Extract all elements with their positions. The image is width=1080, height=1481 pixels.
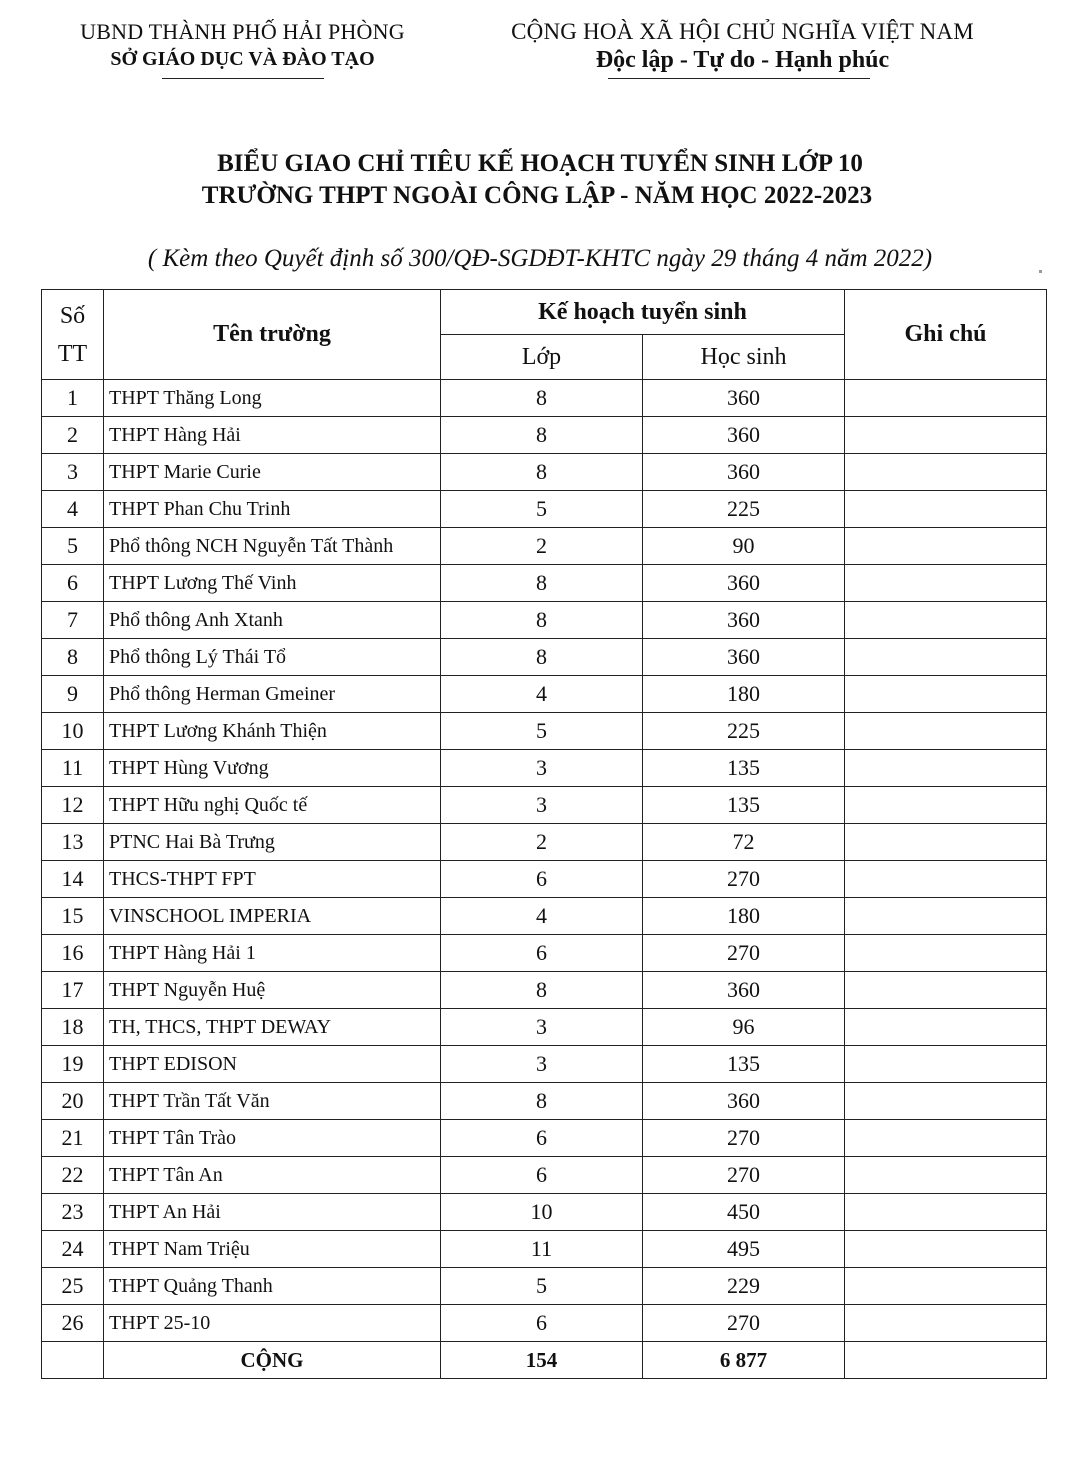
student-count: 360 — [643, 380, 845, 417]
school-name: THPT EDISON — [104, 1046, 441, 1083]
row-note — [845, 676, 1047, 713]
table-row — [42, 1083, 1047, 1120]
class-count: 4 — [441, 676, 643, 713]
school-name: THPT Tân Trào — [104, 1120, 441, 1157]
row-note — [845, 750, 1047, 787]
row-number: 11 — [42, 750, 104, 787]
class-count: 8 — [441, 565, 643, 602]
enrollment-table — [41, 289, 1047, 1379]
table-row — [42, 565, 1047, 602]
total-note — [845, 1342, 1047, 1379]
class-count: 8 — [441, 454, 643, 491]
header-left — [40, 18, 445, 72]
row-number: 14 — [42, 861, 104, 898]
table-row — [42, 602, 1047, 639]
class-count: 8 — [441, 639, 643, 676]
class-count: 2 — [441, 824, 643, 861]
student-count: 360 — [643, 417, 845, 454]
table-row — [42, 898, 1047, 935]
class-count: 6 — [441, 1305, 643, 1342]
header-students: Học sinh — [643, 335, 845, 380]
row-note — [845, 972, 1047, 1009]
total-label: CỘNG — [104, 1342, 441, 1379]
row-note — [845, 491, 1047, 528]
school-name: Phổ thông Anh Xtanh — [104, 602, 441, 639]
student-count: 270 — [643, 935, 845, 972]
student-count: 180 — [643, 676, 845, 713]
document-title-line1: BIỂU GIAO CHỈ TIÊU KẾ HOẠCH TUYỂN SINH LỚP 10 — [217, 150, 863, 177]
row-number: 4 — [42, 491, 104, 528]
class-count: 4 — [441, 898, 643, 935]
school-name: THPT Thăng Long — [104, 380, 441, 417]
header-stt-line2: TT — [57, 340, 88, 367]
class-count: 8 — [441, 417, 643, 454]
student-count: 225 — [643, 491, 845, 528]
row-number: 23 — [42, 1194, 104, 1231]
student-count: 225 — [643, 713, 845, 750]
row-note — [845, 1083, 1047, 1120]
document-title-line2: TRƯỜNG THPT NGOÀI CÔNG LẬP - NĂM HỌC 2022-2023 — [201, 182, 873, 209]
row-number: 8 — [42, 639, 104, 676]
row-number: 21 — [42, 1120, 104, 1157]
class-count: 2 — [441, 528, 643, 565]
table-row — [42, 1268, 1047, 1305]
row-number: 26 — [42, 1305, 104, 1342]
row-note — [845, 861, 1047, 898]
class-count: 10 — [441, 1194, 643, 1231]
table-row — [42, 380, 1047, 417]
school-name: Phổ thông NCH Nguyễn Tất Thành — [104, 528, 441, 565]
school-name: THPT Hùng Vương — [104, 750, 441, 787]
row-number: 19 — [42, 1046, 104, 1083]
row-number: 17 — [42, 972, 104, 1009]
row-note — [845, 1009, 1047, 1046]
school-name: THPT Tân An — [104, 1157, 441, 1194]
student-count: 135 — [643, 1046, 845, 1083]
row-number: 7 — [42, 602, 104, 639]
row-number: 13 — [42, 824, 104, 861]
scan-speck — [1039, 270, 1042, 273]
school-name: VINSCHOOL IMPERIA — [104, 898, 441, 935]
class-count: 3 — [441, 1046, 643, 1083]
student-count: 135 — [643, 750, 845, 787]
table-row — [42, 824, 1047, 861]
student-count: 229 — [643, 1268, 845, 1305]
class-count: 3 — [441, 750, 643, 787]
table-row — [42, 1120, 1047, 1157]
total-empty — [42, 1342, 104, 1379]
row-note — [845, 417, 1047, 454]
school-name: THPT Hàng Hải — [104, 417, 441, 454]
row-note — [845, 380, 1047, 417]
table-row — [42, 528, 1047, 565]
student-count: 360 — [643, 972, 845, 1009]
right-underline — [608, 78, 870, 79]
agency-name: UBND THÀNH PHỐ HẢI PHÒNG — [80, 19, 405, 44]
table-row — [42, 417, 1047, 454]
student-count: 270 — [643, 1120, 845, 1157]
national-motto: Độc lập - Tự do - Hạnh phúc — [595, 47, 890, 73]
table-row — [42, 1305, 1047, 1342]
class-count: 6 — [441, 935, 643, 972]
row-number: 22 — [42, 1157, 104, 1194]
row-number: 18 — [42, 1009, 104, 1046]
student-count: 360 — [643, 454, 845, 491]
class-count: 3 — [441, 1009, 643, 1046]
row-note — [845, 602, 1047, 639]
student-count: 96 — [643, 1009, 845, 1046]
row-note — [845, 528, 1047, 565]
student-count: 270 — [643, 861, 845, 898]
left-underline — [162, 78, 324, 79]
row-number: 25 — [42, 1268, 104, 1305]
department-name: SỞ GIÁO DỤC VÀ ĐÀO TẠO — [110, 48, 375, 70]
total-students: 6 877 — [643, 1342, 845, 1379]
table-row — [42, 1231, 1047, 1268]
row-number: 20 — [42, 1083, 104, 1120]
table-row — [42, 639, 1047, 676]
table-row — [42, 454, 1047, 491]
row-note — [845, 639, 1047, 676]
school-name: TH, THCS, THPT DEWAY — [104, 1009, 441, 1046]
class-count: 8 — [441, 380, 643, 417]
header-note: Ghi chú — [845, 290, 1047, 380]
student-count: 90 — [643, 528, 845, 565]
header-right — [470, 18, 1015, 74]
table-row — [42, 972, 1047, 1009]
student-count: 135 — [643, 787, 845, 824]
row-note — [845, 1157, 1047, 1194]
header-classes: Lớp — [441, 335, 643, 380]
row-note — [845, 565, 1047, 602]
row-note — [845, 1268, 1047, 1305]
row-note — [845, 1120, 1047, 1157]
table-row — [42, 861, 1047, 898]
table-row — [42, 1157, 1047, 1194]
row-note — [845, 824, 1047, 861]
school-name: THPT Nguyễn Huệ — [104, 972, 441, 1009]
school-name: THPT Trần Tất Văn — [104, 1083, 441, 1120]
row-note — [845, 787, 1047, 824]
row-note — [845, 935, 1047, 972]
school-name: THPT Lương Thế Vinh — [104, 565, 441, 602]
school-name: Phổ thông Herman Gmeiner — [104, 676, 441, 713]
class-count: 6 — [441, 1120, 643, 1157]
student-count: 360 — [643, 602, 845, 639]
table-row — [42, 935, 1047, 972]
class-count: 6 — [441, 861, 643, 898]
row-note — [845, 1231, 1047, 1268]
table-row — [42, 491, 1047, 528]
row-number: 9 — [42, 676, 104, 713]
row-note — [845, 1194, 1047, 1231]
class-count: 6 — [441, 1157, 643, 1194]
header-plan: Kế hoạch tuyển sinh — [441, 290, 845, 335]
school-name: THPT Quảng Thanh — [104, 1268, 441, 1305]
total-row — [42, 1342, 1047, 1379]
header-school: Tên trường — [104, 290, 441, 380]
row-note — [845, 713, 1047, 750]
row-number: 15 — [42, 898, 104, 935]
class-count: 5 — [441, 713, 643, 750]
row-number: 10 — [42, 713, 104, 750]
table-row — [42, 676, 1047, 713]
class-count: 8 — [441, 972, 643, 1009]
student-count: 360 — [643, 1083, 845, 1120]
row-number: 5 — [42, 528, 104, 565]
school-name: THPT Lương Khánh Thiện — [104, 713, 441, 750]
school-name: THPT Nam Triệu — [104, 1231, 441, 1268]
school-name: THPT 25-10 — [104, 1305, 441, 1342]
school-name: THPT Hữu nghị Quốc tế — [104, 787, 441, 824]
student-count: 495 — [643, 1231, 845, 1268]
row-note — [845, 454, 1047, 491]
student-count: 270 — [643, 1305, 845, 1342]
school-name: THPT Marie Curie — [104, 454, 441, 491]
class-count: 8 — [441, 602, 643, 639]
school-name: THCS-THPT FPT — [104, 861, 441, 898]
row-number: 16 — [42, 935, 104, 972]
table-row — [42, 750, 1047, 787]
class-count: 3 — [441, 787, 643, 824]
school-name: Phổ thông Lý Thái Tổ — [104, 639, 441, 676]
table-row — [42, 1194, 1047, 1231]
total-classes: 154 — [441, 1342, 643, 1379]
row-number: 3 — [42, 454, 104, 491]
row-number: 1 — [42, 380, 104, 417]
row-number: 12 — [42, 787, 104, 824]
decision-note: ( Kèm theo Quyết định số 300/QĐ-SGDĐT-KHTC ngày 29 tháng 4 năm 2022) — [147, 245, 933, 272]
student-count: 72 — [643, 824, 845, 861]
header-stt — [42, 290, 104, 380]
row-note — [845, 898, 1047, 935]
student-count: 270 — [643, 1157, 845, 1194]
table-row — [42, 787, 1047, 824]
school-name: THPT An Hải — [104, 1194, 441, 1231]
student-count: 360 — [643, 639, 845, 676]
class-count: 5 — [441, 1268, 643, 1305]
class-count: 5 — [441, 491, 643, 528]
national-title: CỘNG HOÀ XÃ HỘI CHỦ NGHĨA VIỆT NAM — [511, 19, 974, 44]
table-body — [42, 380, 1047, 1379]
table-row — [42, 1009, 1047, 1046]
school-name: THPT Hàng Hải 1 — [104, 935, 441, 972]
school-name: PTNC Hai Bà Trưng — [104, 824, 441, 861]
student-count: 360 — [643, 565, 845, 602]
school-name: THPT Phan Chu Trinh — [104, 491, 441, 528]
table-row — [42, 713, 1047, 750]
row-note — [845, 1046, 1047, 1083]
row-number: 24 — [42, 1231, 104, 1268]
row-note — [845, 1305, 1047, 1342]
student-count: 180 — [643, 898, 845, 935]
row-number: 2 — [42, 417, 104, 454]
class-count: 8 — [441, 1083, 643, 1120]
class-count: 11 — [441, 1231, 643, 1268]
student-count: 450 — [643, 1194, 845, 1231]
row-number: 6 — [42, 565, 104, 602]
header-stt-line1: Số — [59, 302, 86, 329]
table-row — [42, 1046, 1047, 1083]
